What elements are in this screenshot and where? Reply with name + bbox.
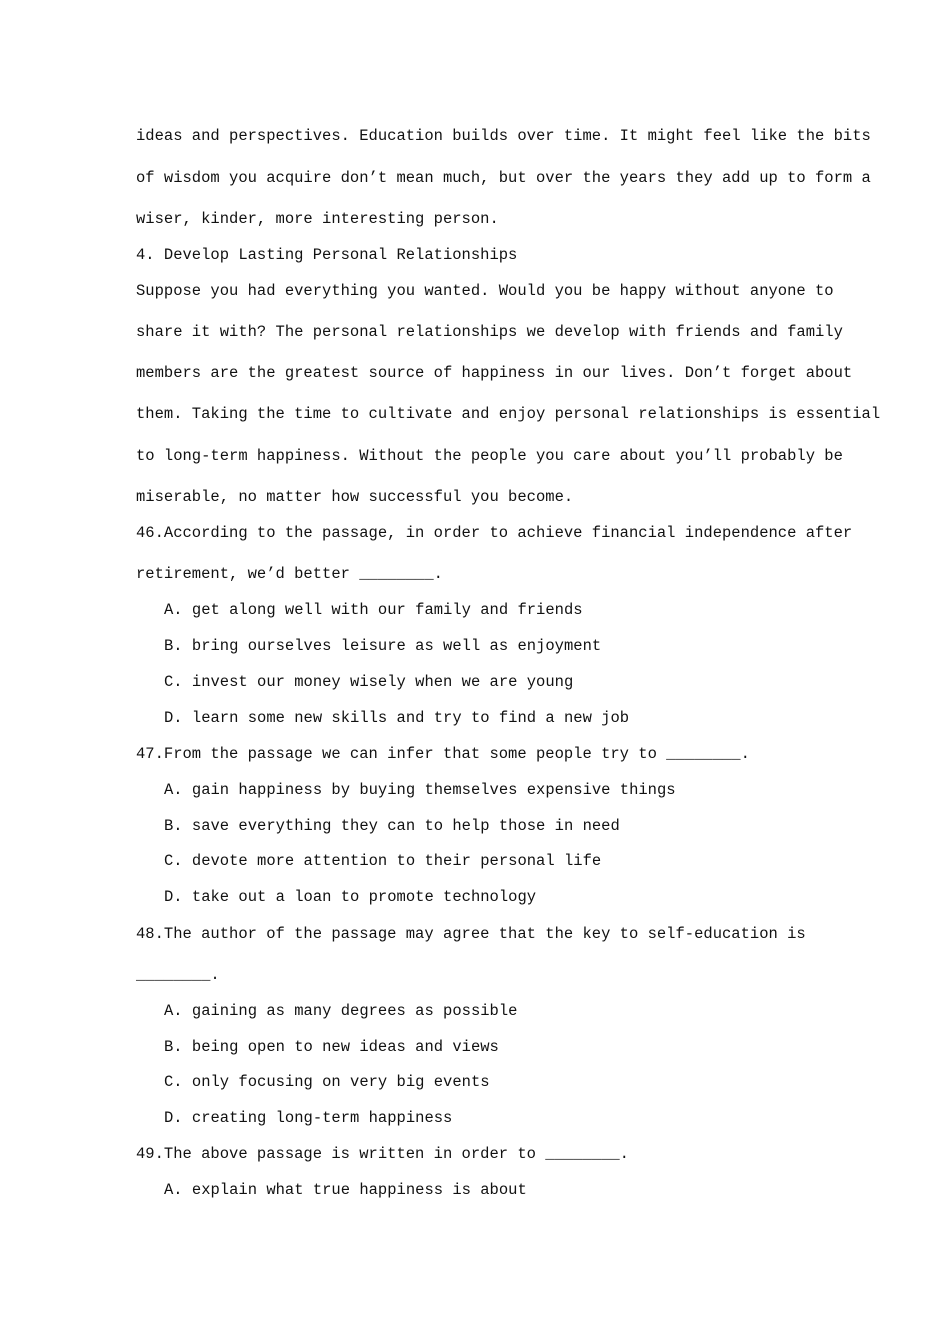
question-46-option-d: D. learn some new skills and try to find a new job	[164, 709, 630, 727]
question-47-option-d: D. take out a loan to promote technology	[164, 888, 537, 906]
question-49-stem: 49.The above passage is written in order to ________.	[136, 1145, 629, 1163]
question-46-stem: 46.According to the passage, in order to achieve financial independence after	[136, 524, 853, 542]
question-46-option-c: C. invest our money wisely when we are young	[164, 673, 574, 691]
question-46-option-b: B. bring ourselves leisure as well as enjoyment	[164, 637, 602, 655]
question-47-option-a: A. gain happiness by buying themselves expensive things	[164, 781, 676, 799]
question-48-stem: ________.	[136, 966, 220, 984]
passage-line: of wisdom you acquire don’t mean much, but over the years they add up to form a	[136, 169, 871, 187]
passage-line: them. Taking the time to cultivate and enjoy personal relationships is essential	[136, 405, 881, 423]
passage-line: to long-term happiness. Without the people you care about you’ll probably be	[136, 447, 843, 465]
passage-line: wiser, kinder, more interesting person.	[136, 210, 499, 228]
passage-line: members are the greatest source of happiness in our lives. Don’t forget about	[136, 364, 853, 382]
question-49-option-a: A. explain what true happiness is about	[164, 1181, 527, 1199]
question-48-stem: 48.The author of the passage may agree that the key to self-education is	[136, 925, 806, 943]
question-46-option-a: A. get along well with our family and friends	[164, 601, 583, 619]
passage-line: miserable, no matter how successful you become.	[136, 488, 574, 506]
passage-line: Suppose you had everything you wanted. Would you be happy without anyone to	[136, 282, 834, 300]
question-47-option-c: C. devote more attention to their personal life	[164, 852, 602, 870]
section-heading: 4. Develop Lasting Personal Relationships	[136, 246, 518, 264]
question-48-option-b: B. being open to new ideas and views	[164, 1038, 499, 1056]
passage-line: share it with? The personal relationships we develop with friends and family	[136, 323, 843, 341]
question-48-option-d: D. creating long-term happiness	[164, 1109, 453, 1127]
passage-line: ideas and perspectives. Education builds over time. It might feel like the bits	[136, 127, 871, 145]
question-47-option-b: B. save everything they can to help those in need	[164, 817, 620, 835]
question-47-stem: 47.From the passage we can infer that some people try to ________.	[136, 745, 750, 763]
question-48-option-c: C. only focusing on very big events	[164, 1073, 490, 1091]
question-46-stem: retirement, we’d better ________.	[136, 565, 443, 583]
question-48-option-a: A. gaining as many degrees as possible	[164, 1002, 518, 1020]
